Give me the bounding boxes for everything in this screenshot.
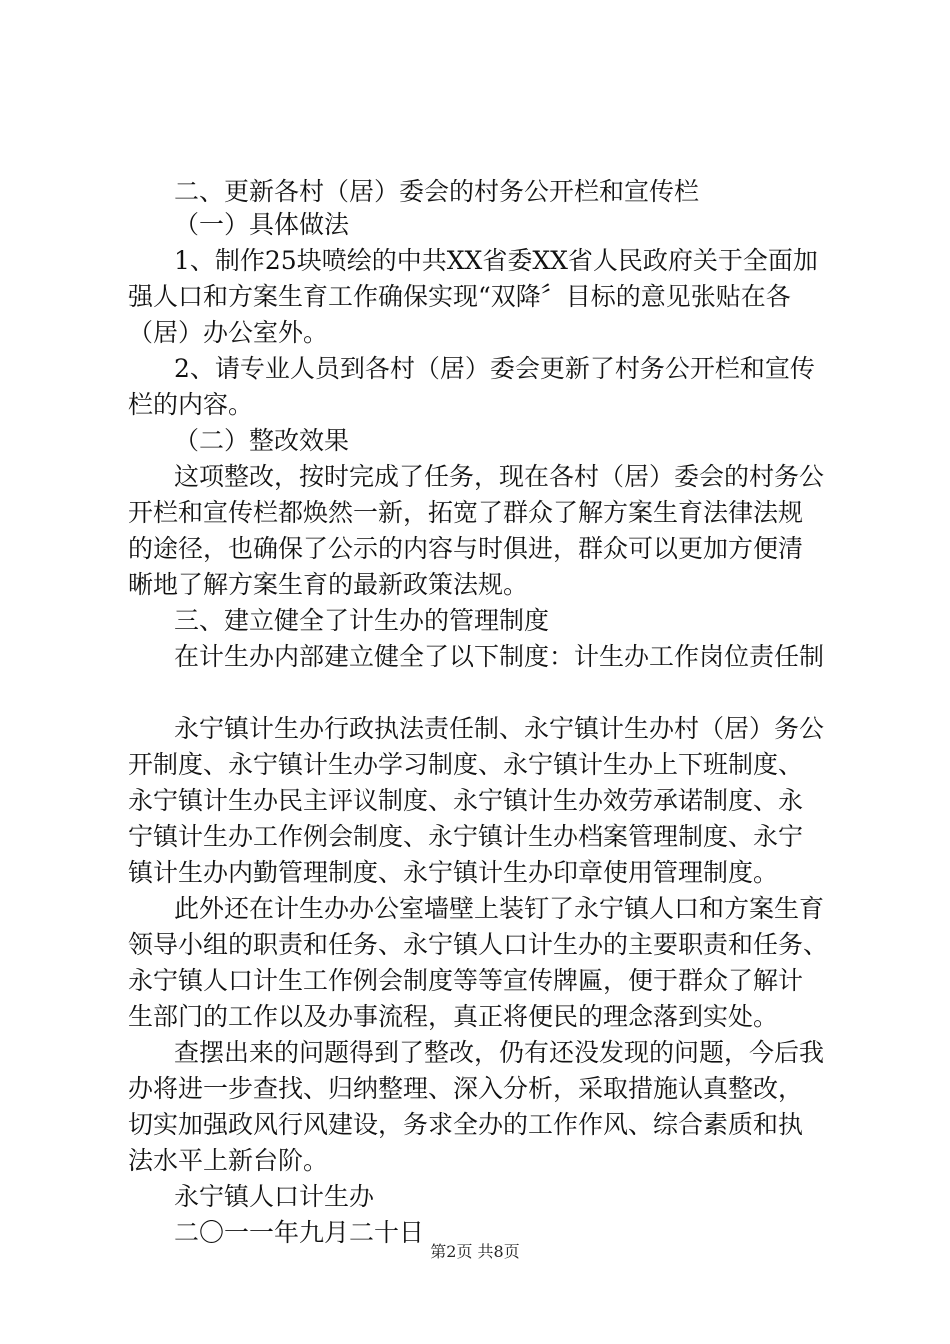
signature-org: 永宁镇人口计生办 [174, 1182, 375, 1211]
paragraph-line: 在计生办内部建立健全了以下制度：计生办工作岗位责任制 [174, 642, 825, 671]
paragraph-line: 永宁镇人口计生工作例会制度等等宣传牌匾，便于群众了解计 [128, 966, 804, 995]
signature-date: 二〇一一年九月二十日 [174, 1218, 425, 1247]
paragraph-line: 此外还在计生办办公室墙壁上装钉了永宁镇人口和方案生育 [174, 894, 825, 923]
paragraph-line: 1、制作25块喷绘的中共XX省委XX省人民政府关于全面加 [174, 246, 818, 275]
paragraph-line: 查摆出来的问题得到了整改，仍有还没发现的问题，今后我 [174, 1038, 825, 1067]
paragraph-line: 办将进一步查找、归纳整理、深入分析，采取措施认真整改， [128, 1074, 804, 1103]
paragraph-line: 永宁镇计生办民主评议制度、永宁镇计生办效劳承诺制度、永 [128, 786, 804, 815]
paragraph-line: 法水平上新台阶。 [128, 1146, 329, 1175]
paragraph-line: 强人口和方案生育工作确保实现“双降〞目标的意见张贴在各 [128, 282, 791, 311]
page-footer: 第2页 共8页 [430, 1242, 520, 1261]
paragraph-line: 领导小组的职责和任务、永宁镇人口计生办的主要职责和任务、 [128, 930, 829, 959]
section-heading-3: 三、建立健全了计生办的管理制度 [174, 606, 550, 635]
paragraph-line: 的途径，也确保了公示的内容与时俱进，群众可以更加方便清 [128, 534, 804, 563]
paragraph-line: 栏的内容。 [128, 390, 254, 419]
paragraph-line: 晰地了解方案生育的最新政策法规。 [128, 570, 529, 599]
paragraph-line: 开制度、永宁镇计生办学习制度、永宁镇计生办上下班制度、 [128, 750, 804, 779]
section-heading-2: 二、更新各村（居）委会的村务公开栏和宣传栏 [174, 177, 700, 206]
paragraph-line: 切实加强政风行风建设，务求全办的工作作风、综合素质和执 [128, 1110, 804, 1139]
paragraph-line: 这项整改，按时完成了任务，现在各村（居）委会的村务公 [174, 462, 825, 491]
subsection-heading: （一）具体做法 [174, 210, 350, 239]
paragraph-line: 宁镇计生办工作例会制度、永宁镇计生办档案管理制度、永宁 [128, 822, 804, 851]
paragraph-line: 永宁镇计生办行政执法责任制、永宁镇计生办村（居）务公 [174, 714, 825, 743]
paragraph-line: 生部门的工作以及办事流程，真正将便民的理念落到实处。 [128, 1002, 779, 1031]
paragraph-line: （居）办公室外。 [128, 318, 329, 347]
paragraph-line: 开栏和宣传栏都焕然一新，拓宽了群众了解方案生育法律法规 [128, 498, 804, 527]
paragraph-line: 2、请专业人员到各村（居）委会更新了村务公开栏和宣传 [174, 354, 815, 383]
paragraph-line: 镇计生办内勤管理制度、永宁镇计生办印章使用管理制度。 [128, 858, 779, 887]
subsection-heading: （二）整改效果 [174, 426, 350, 455]
